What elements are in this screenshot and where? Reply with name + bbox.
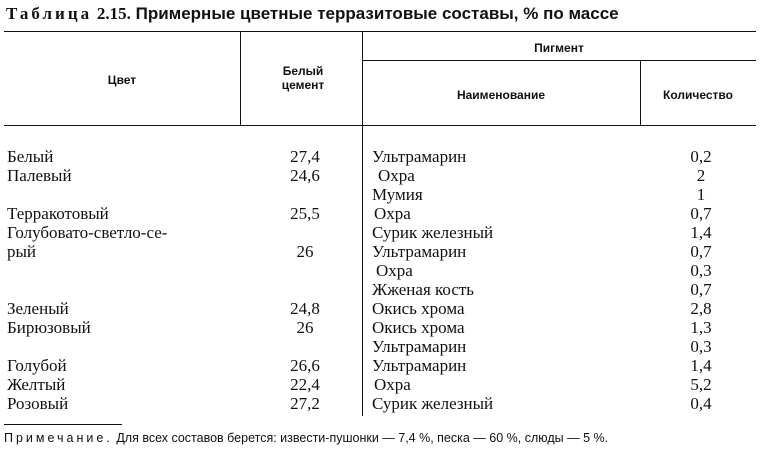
cell-cement: 24,6: [290, 166, 320, 185]
cell-pigment: Окись хрома: [372, 318, 465, 337]
cell-color: рый: [7, 242, 37, 261]
table-top-rule: [4, 31, 756, 32]
cell-pigment: Охра: [374, 375, 411, 394]
cell-pigment: Жженая кость: [372, 280, 475, 299]
cell-pigment: Ультрамарин: [372, 242, 467, 261]
header-pigment-name: Наименование: [456, 88, 546, 102]
cell-pigment: Сурик железный: [372, 394, 494, 413]
cell-pigment: Охра: [374, 204, 411, 223]
cell-cement: 24,8: [290, 299, 320, 318]
cell-pigment: Ультрамарин: [372, 147, 467, 166]
header-pigment: Пигмент: [534, 41, 584, 55]
cell-color: Розовый: [7, 394, 69, 413]
cell-qty: 0,2: [690, 147, 712, 166]
header-divider-1: [240, 32, 241, 125]
cell-cement: 27,2: [290, 394, 320, 413]
cell-qty: 0,7: [690, 280, 712, 299]
cell-cement: 25,5: [290, 204, 320, 223]
cell-qty: 0,4: [690, 394, 712, 413]
header-color: Цвет: [107, 73, 137, 87]
table-caption: Примерные цветные терразитовые составы, % по массе: [135, 4, 619, 23]
cell-cement: 26,6: [290, 356, 320, 375]
cell-color: Голубовато-светло-се-: [7, 223, 168, 242]
cell-qty: 0,7: [690, 242, 712, 261]
note-rule: [4, 424, 122, 425]
cell-qty: 2: [696, 166, 706, 185]
cell-color: Голубой: [7, 356, 67, 375]
cell-color: Терракотовый: [7, 204, 109, 223]
cell-qty: 1,3: [690, 318, 712, 337]
pigment-header-rule: [362, 60, 756, 61]
cell-qty: 2,8: [690, 299, 712, 318]
header-bottom-rule: [4, 125, 756, 126]
cell-qty: 1,4: [690, 356, 712, 375]
cell-pigment: Охра: [378, 166, 415, 185]
cell-color: Палевый: [7, 166, 72, 185]
header-pigment-qty: Количество: [663, 88, 733, 102]
cell-qty: 0,7: [690, 204, 712, 223]
cell-pigment: Окись хрома: [372, 299, 465, 318]
header-cement: Белый цемент: [281, 64, 325, 92]
cell-color: Белый: [7, 147, 54, 166]
cell-color: Бирюзовый: [7, 318, 91, 337]
cell-pigment: Ультрамарин: [372, 356, 467, 375]
cell-color: Желтый: [7, 375, 66, 394]
cell-cement: 26: [296, 318, 314, 337]
cell-pigment: Охра: [376, 261, 413, 280]
cell-cement: 26: [296, 242, 314, 261]
cell-qty: 0,3: [690, 261, 712, 280]
cell-pigment: Сурик железный: [372, 223, 494, 242]
note-text: Для всех составов берется: извести-пушонки — 7,4 %, песка — 60 %, слюды — 5 %.: [116, 431, 609, 445]
cell-color: Зеленый: [7, 299, 69, 318]
cell-qty: 5,2: [690, 375, 712, 394]
cell-qty: 0,3: [690, 337, 712, 356]
cell-pigment: Ультрамарин: [372, 337, 467, 356]
table-label: Таблица: [6, 4, 93, 23]
note-label: Примечание.: [4, 431, 113, 445]
cell-cement: 27,4: [290, 147, 320, 166]
cell-cement: 22,4: [290, 375, 320, 394]
table-number: 2.15.: [96, 4, 131, 23]
cell-pigment: Мумия: [372, 185, 423, 204]
table-note: [4, 431, 756, 445]
table-title: [6, 4, 756, 24]
cell-qty: 1: [696, 185, 706, 204]
cell-qty: 1,4: [690, 223, 712, 242]
